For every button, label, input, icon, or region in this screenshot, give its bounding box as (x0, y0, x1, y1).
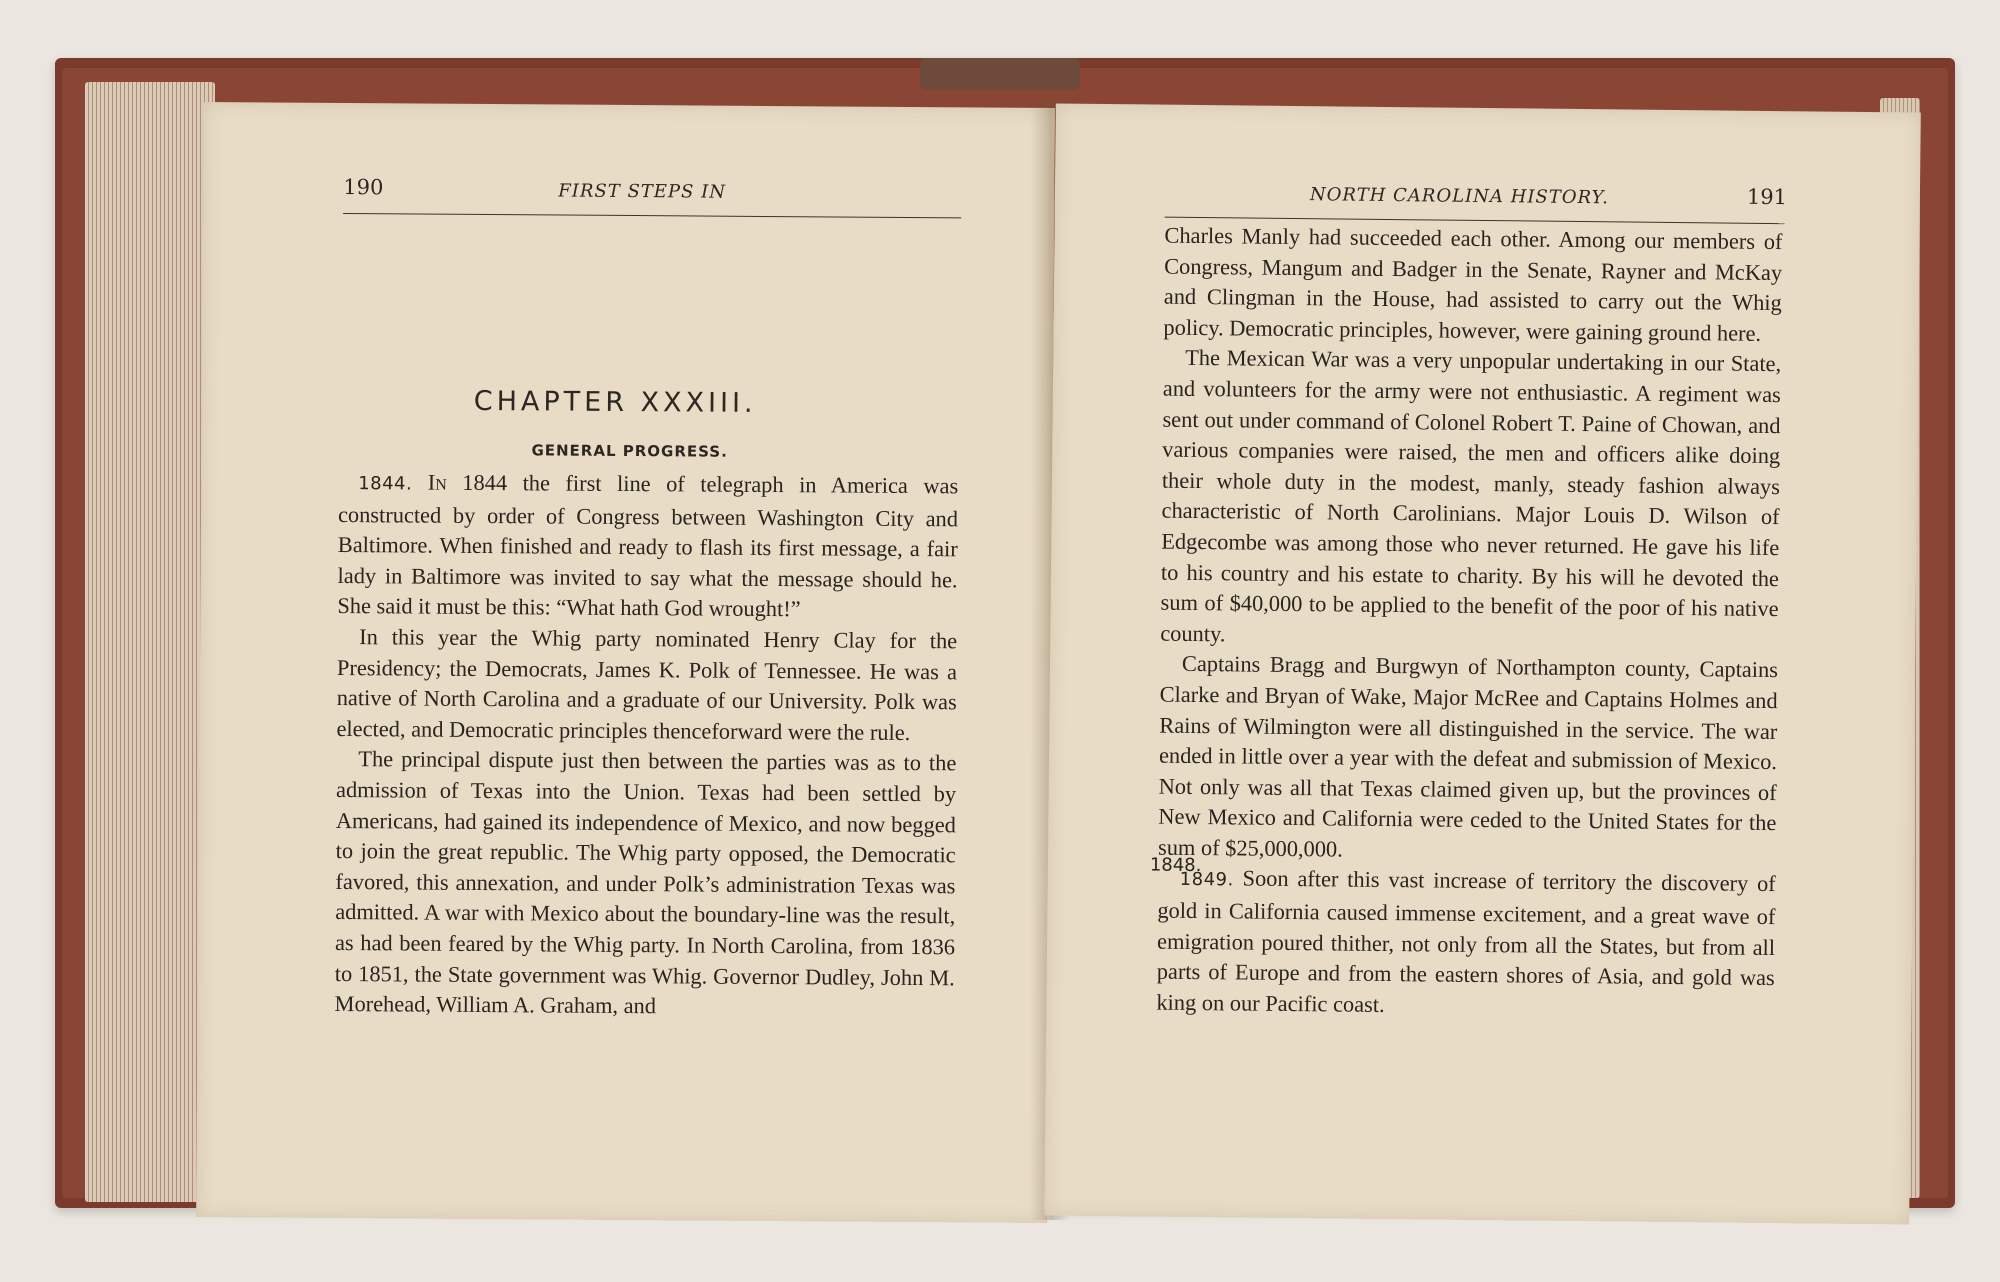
book-spine (920, 58, 1080, 90)
paragraph-1844-text: 1844 the first line of telegraph in America was constructed by order of Congress between Washington City and Baltimore. When finished and ready to flash its first message, a fair lady in Baltimore was invited to say what the message should he. She said it must be this: “What hath God wrought!” (337, 469, 959, 622)
paragraph-1849-text: Soon after this vast increase of territory the discovery of gold in California caused immense excitement, and a great wave of emigration poured thither, not only from all the States, but from all parts of Europe and from the eastern shores of Asia, and gold was king on our Pacific coast. (1156, 865, 1776, 1017)
right-page (1044, 104, 1921, 1225)
left-running-title: FIRST STEPS IN (558, 180, 727, 203)
paragraph-1849 (1156, 863, 1776, 1024)
right-body-text (1156, 221, 1782, 1025)
paragraph-1844 (337, 467, 958, 626)
paragraph-whig-nomination: In this year the Whig party nominated Henry Clay for the Presidency; the Democrats, James K. Polk of Tennessee. He was a native of North Carolina and a graduate of our University. Polk was elected, and Democratic principles thenceforward were the rule. (336, 624, 958, 745)
left-page-number: 190 (343, 175, 384, 200)
right-page-number: 191 (1746, 184, 1788, 210)
left-page-edges (85, 82, 215, 1202)
paragraph-texas-admission: The principal dispute just then between the parties was as to the admission of Texas into the Union. Texas had been settled by Americans, had gained its independence of Mexico, and now begged to join the great republic. The Whig party opposed, the Democratic favored, this annexation, and under Polk’s administration Texas was admitted. A war with Mexico about the boundary-line was the result, as had been feared by the Whig party. In North Carolina, from 1836 to 1851, the State government was Whig. Governor Dudley, John M. Morehead, William A. Graham, and (334, 746, 957, 1019)
drop-word: In (427, 469, 447, 495)
chapter-title: CHAPTER XXXIII. (473, 385, 757, 419)
paragraph-whig-policy: Charles Manly had succeeded each other. Among our members of Congress, Mangum and Badger in the Senate, Rayner and McKay and Clingman in the House, had assisted to carry out the Whig policy. Democratic principles, however, were gaining ground here. (1163, 222, 1783, 346)
left-page (196, 102, 1055, 1223)
margin-year-1848: 1848. (1149, 854, 1202, 877)
right-running-title: NORTH CAROLINA HISTORY. (1309, 184, 1609, 209)
paragraph-captains: Captains Bragg and Burgwyn of Northampton county, Captains Clarke and Bryan of Wake, Major McRee and Captains Holmes and Rains of Wilmington were all distinguished in the service. The war ended in little over a year with the defeat and submission of Mexico. Not only was all that Texas claimed given up, but the provinces of New Mexico and California were ceded to the United States for the sum of $25,000,000. (1157, 651, 1779, 862)
year-1844: 1844. (358, 473, 413, 495)
year-1849: 1849. (1179, 869, 1234, 891)
paragraph-mexican-war: The Mexican War was a very unpopular undertaking in our State, and volunteers for the army were not enthusiastic. A regiment was sent out under command of Colonel Robert T. Paine of Chowan, and various companies were raised, the men and officers alike doing their whole duty in the modest, manly, steady fashion always characteristic of North Carolinians. Major Louis D. Wilson of Edgecombe was among those who never returned. He gave his life to his country and his estate to charity. By his will he devoted the sum of $40,000 to be applied to the benefit of the poor of his native county. (1160, 345, 1782, 647)
chapter-subtitle: GENERAL PROGRESS. (531, 441, 728, 461)
left-header-rule (343, 213, 961, 218)
left-body-text (334, 467, 958, 1024)
